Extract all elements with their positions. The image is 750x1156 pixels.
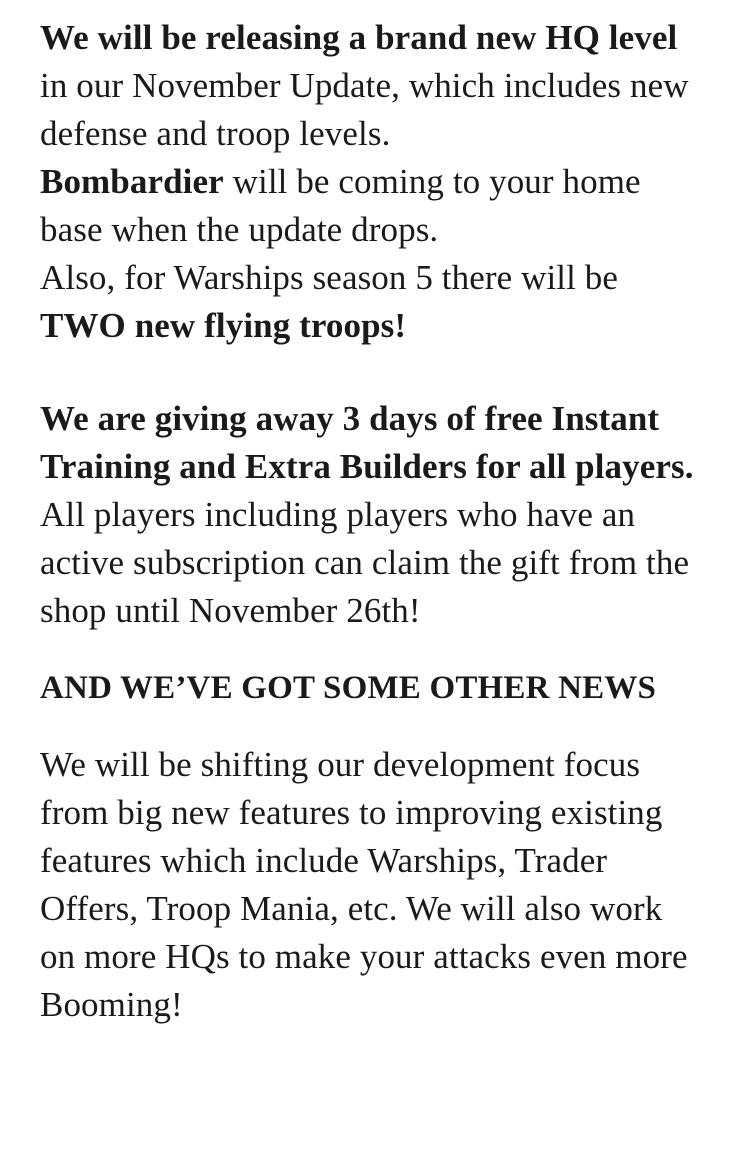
paragraph-spacer-3 [40,713,706,741]
heading-other-news: AND WE’VE GOT SOME OTHER NEWS [40,670,657,706]
bold-bombardier: Bombardier [40,162,224,201]
text-bombardier-rest: will be coming to your home base when the update drops. [40,162,641,249]
paragraph-development-focus: We will be shifting our development focus from big new features to improving existing features which include Warships, Trader Offers, Troop Mania, etc. We will also work on more HQs to make your attacks even more Booming! [40,745,688,1024]
paragraph-update-announcement [40,14,706,350]
text-warships-season: Also, for Warships season 5 there will be [40,258,619,297]
bold-giveaway-lead: We are giving away 3 days of free Instant Training and Extra Builders for all players. [40,399,694,486]
bold-hq-level: We will be releasing a brand new HQ level [40,18,678,57]
paragraph-giveaway [40,395,706,635]
paragraph-spacer-2 [40,635,706,663]
text-update-rest: in our November Update, which includes new defense and troop levels. [40,66,689,153]
bold-two-flying-troops: TWO new flying troops! [40,306,407,345]
paragraph-spacer-1 [40,350,706,395]
text-giveaway-rest: All players including players who have an active subscription can claim the gift from the shop until November 26th! [40,495,690,630]
